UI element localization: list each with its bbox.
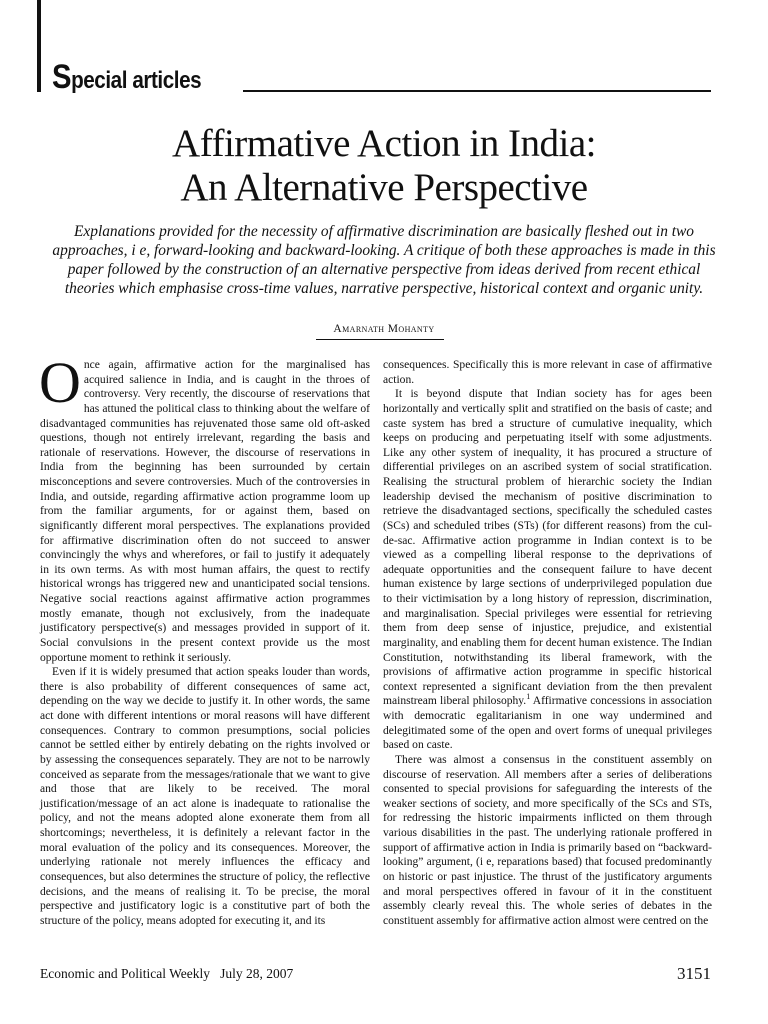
right-column	[383, 358, 712, 928]
section-label	[52, 58, 201, 97]
paragraph-text: It is beyond dispute that Indian society has for ages been horizontally and vertically split and stratified on the basis of caste; and caste system has bred a structure of cumulative inequality, which keeps on producing and perpetuating itself with some adjustments. Like any other system of inequality, it has procured a structure of differential privileges on an ascribed system of social stratification. Realising the structural problem of hierarchic society the Indian leadership devised the mechanism of positive discrimination to retrieve the disadvantaged sections, specifically the scheduled castes (SCs) and scheduled tribes (STs) (for different reasons) from the cul-de-sac. Affirmative action programme in Indian context is to be viewed as a compelling liberal response to the deprivations of adequate opportunities and the consequent failure to have decent human existence by large sections of underprivileged population due to their victimisation by a long history of repression, discrimination, and marginalisation. Special privileges were essential for retrieving them from deep sense of injustice, prejudice, and existential marginality, and enabling them for decent human existence. The Indian Constitution, notwithstanding its liberal framework, with the provisions of affirmative action programme in specific historical context represented a significant deviation from the then prevalent mainstream liberal philosophy.	[383, 388, 712, 708]
paragraph: There was almost a consensus in the constituent assembly on discourse of reservation. All members after a series of deliberations consented to special provisions for safeguarding the interests of the weaker sections of society, and more specifically of the SCs and STs, for redressing the historic impairments inflicted on them through various disabilities in the past. The underlying rationale proffered in support of affirmative action in India is primarily based on “backward-looking” argument, (i e, reparations based) that focused predominantly on historic or past injustice. The thrust of the justificatory arguments and moral perspectives offered in favour of it in the constituent assembly clearly reveal this. The whole series of debates in the constituent assembly for affirmative action almost were centred on the	[383, 753, 712, 927]
section-label-cap: S	[52, 58, 72, 96]
title-line-2: An Alternative Perspective	[180, 166, 588, 209]
left-column	[39, 350, 370, 928]
drop-cap: O	[39, 350, 81, 415]
article-title	[0, 122, 768, 210]
footer-journal: Economic and Political Weekly July 28, 2007	[40, 966, 294, 981]
paragraph-text: nce again, affirmative action for the marginalised has acquired salience in India, and is caught in the throes of controversy. Very recently, the discourse of reservations that has attuned the political class to thinking about the welfare of disadvantaged communities has rejuvenated those same old oft-asked questions, though not entirely irrelevant, regarding the basis and rationale of reservations. However, the discourse of reservations in India from the beginning has been surrounded by certain misconceptions and severe controversies. Much of the controversies in India, and outside, regarding affirmative action programme loom up from the familiar arguments, for or against them, based on significantly different moral perspectives. The explanations provided for affirmative discrimination often do not succeed to answer convincingly the whys and wherefores, or fail to justify it adequately in its own terms. As with most human affairs, the quest to rectify historical wrongs has triggered new and unanticipated social tensions. Negative social reactions against affirmative action programmes mostly emanate, though not exclusively, from the inadequate justificatory perspective(s) and messages provided in support of it. Social convulsions in the present context provide us the most opportune moment to rethink it seriously.	[40, 359, 370, 664]
section-rule	[243, 90, 711, 92]
abstract: Explanations provided for the necessity of affirmative discrimination are basically fleshed out in two approaches, i e, forward-looking and backward-looking. A critique of both these approaches is made in this paper followed by the construction of an alternative perspective from ideas derived from recent ethical theories which emphasise cross-time values, narrative perspective, historical context and organic unity.	[52, 223, 716, 297]
author-name: Amarnath Mohanty	[333, 323, 435, 335]
paragraph: Even if it is widely presumed that action speaks louder than words, there is also probability of different consequences of same act, depending on the way we decide to justify it. In other words, the same act done with different intentions or moral reasons will have different consequences. Contrary to common presumptions, social policies cannot be settled either by entirely debating on the rights involved or by assessing the consequences separately. They are not to be narrowly conceived as separate from the messages/rationale that we want to give and those that are likely to be received. The moral justification/message of an act alone is inadequate to rationalise the policy, and not the means adopted alone exonerate them from all shortcomings; nevertheless, it is definitely a relevant factor in the moral evaluation of the policy and its consequences. Moreover, the underlying rationale not merely influences the efficacy and consequences, but also determines the structure of policy, the reflective decisions, and the means of realising it. To be precise, the moral perspective and justificatory logic is a constitutive part of both the structure of the policy, means adopted for executing it, and its	[40, 666, 370, 927]
paragraph: consequences. Specifically this is more relevant in case of affirmative action.	[383, 359, 712, 386]
paragraph-text: Affirmative concessions in association with democratic egalitarianism in one way undermined and delegitimated some of the open and overt forms of unequal privileges based on caste.	[383, 695, 713, 752]
left-margin-bar	[37, 0, 41, 92]
paragraph	[39, 350, 370, 665]
section-label-rest: pecial articles	[71, 67, 202, 94]
page-number: 3151	[677, 964, 711, 983]
title-line-1: Affirmative Action in India:	[172, 122, 596, 165]
author-rule	[316, 339, 444, 340]
paragraph	[383, 387, 712, 753]
footnote-mark[interactable]: 1	[526, 692, 531, 702]
